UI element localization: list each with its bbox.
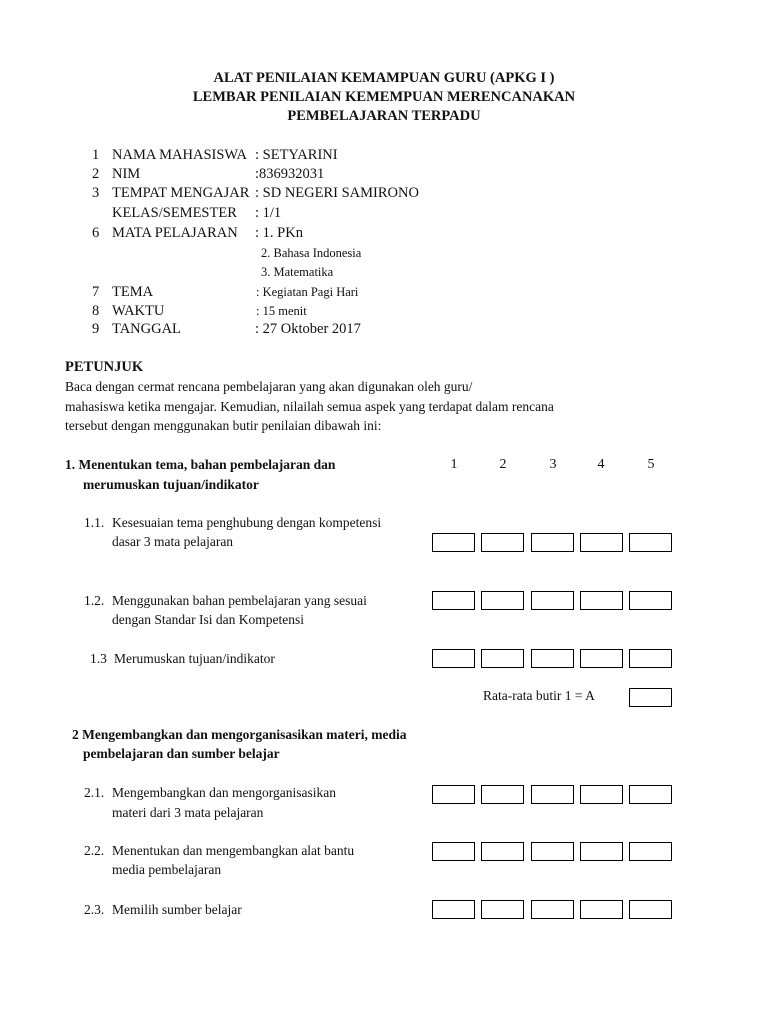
item-1-1-num: 1.1.	[84, 515, 105, 530]
item-2-1-line1: Mengembangkan dan mengorganisasikan	[112, 785, 336, 800]
score-box-1-3-5[interactable]	[629, 649, 672, 668]
section2-title-line1: 2 Mengembangkan dan mengorganisasikan materi, media	[72, 727, 407, 742]
info-num-nama: 1	[92, 147, 100, 163]
item-2-2-num: 2.2.	[84, 843, 105, 858]
petunjuk-line1: Baca dengan cermat rencana pembelajaran yang akan digunakan oleh guru/	[65, 379, 473, 394]
info-num-tempat: 3	[92, 185, 100, 201]
item-1-2-line2: dengan Standar Isi dan Kompetensi	[112, 612, 304, 627]
score-box-1-2-3[interactable]	[531, 591, 574, 610]
score-box-1-2-5[interactable]	[629, 591, 672, 610]
section1-title-line1: 1. Menentukan tema, bahan pembelajaran dan	[65, 457, 336, 472]
score-box-1-2-4[interactable]	[580, 591, 623, 610]
score-box-1-1-3[interactable]	[531, 533, 574, 552]
doc-title-line1: ALAT PENILAIAN KEMAMPUAN GURU (APKG I )	[213, 70, 555, 86]
scale-label-3: 3	[549, 457, 557, 472]
score-box-1-3-2[interactable]	[481, 649, 524, 668]
score-box-2-1-3[interactable]	[531, 785, 574, 804]
score-box-1-3-3[interactable]	[531, 649, 574, 668]
score-box-1-1-2[interactable]	[481, 533, 524, 552]
item-1-1-line2: dasar 3 mata pelajaran	[112, 534, 234, 549]
score-box-2-1-2[interactable]	[481, 785, 524, 804]
item-2-1-num: 2.1.	[84, 785, 105, 800]
score-box-2-3-5[interactable]	[629, 900, 672, 919]
score-box-2-1-5[interactable]	[629, 785, 672, 804]
score-box-2-2-1[interactable]	[432, 842, 475, 861]
score-box-2-2-5[interactable]	[629, 842, 672, 861]
info-num-waktu: 8	[92, 303, 100, 319]
info-value-tanggal: : 27 Oktober 2017	[255, 321, 361, 337]
score-box-1-2-1[interactable]	[432, 591, 475, 610]
score-box-2-3-2[interactable]	[481, 900, 524, 919]
info-num-mapel: 6	[92, 225, 100, 241]
score-box-1-1-5[interactable]	[629, 533, 672, 552]
score-box-2-3-1[interactable]	[432, 900, 475, 919]
score-box-1-1-1[interactable]	[432, 533, 475, 552]
item-2-3-line1: Memilih sumber belajar	[112, 902, 242, 917]
info-num-tema: 7	[92, 284, 100, 300]
info-value-tema: : Kegiatan Pagi Hari	[256, 285, 359, 299]
info-num-nim: 2	[92, 166, 100, 182]
info-mapel-item3: 3. Matematika	[261, 265, 334, 279]
petunjuk-heading: PETUNJUK	[65, 359, 144, 375]
scale-label-5: 5	[647, 457, 655, 472]
scale-label-1: 1	[450, 457, 458, 472]
item-1-1-line1: Kesesuaian tema penghubung dengan kompetensi	[112, 515, 382, 530]
info-value-nama: : SETYARINI	[255, 147, 338, 163]
score-box-2-2-3[interactable]	[531, 842, 574, 861]
section2-title-line2: pembelajaran dan sumber belajar	[83, 746, 280, 761]
score-box-2-1-1[interactable]	[432, 785, 475, 804]
score-box-1-3-1[interactable]	[432, 649, 475, 668]
info-label-mapel: MATA PELAJARAN	[112, 225, 238, 241]
score-box-2-1-4[interactable]	[580, 785, 623, 804]
score-box-1-3-4[interactable]	[580, 649, 623, 668]
info-label-nim: NIM	[112, 166, 141, 182]
item-2-2-line1: Menentukan dan mengembangkan alat bantu	[112, 843, 355, 858]
info-label-tanggal: TANGGAL	[112, 321, 181, 337]
info-mapel-item2: 2. Bahasa Indonesia	[261, 246, 362, 260]
info-value-waktu: : 15 menit	[256, 304, 307, 318]
info-value-kelas: : 1/1	[255, 205, 282, 221]
petunjuk-line3: tersebut dengan menggunakan butir penilaian dibawah ini:	[65, 418, 382, 433]
info-value-tempat: : SD NEGERI SAMIRONO	[255, 185, 419, 201]
doc-title-line2: LEMBAR PENILAIAN KEMEMPUAN MERENCANAKAN	[192, 89, 576, 105]
score-box-1-1-4[interactable]	[580, 533, 623, 552]
info-label-tema: TEMA	[112, 284, 154, 300]
section1-title-line2: merumuskan tujuan/indikator	[83, 477, 259, 492]
score-box-2-2-4[interactable]	[580, 842, 623, 861]
average-1-box[interactable]	[629, 688, 672, 707]
info-num-tanggal: 9	[92, 321, 100, 337]
scale-label-4: 4	[597, 457, 605, 472]
item-1-2-num: 1.2.	[84, 593, 105, 608]
item-2-1-line2: materi dari 3 mata pelajaran	[112, 805, 264, 820]
item-1-3-num: 1.3	[90, 651, 107, 666]
info-value-mapel: : 1. PKn	[255, 225, 303, 241]
info-label-waktu: WAKTU	[112, 303, 165, 319]
item-1-2-line1: Menggunakan bahan pembelajaran yang sesuai	[112, 593, 367, 608]
item-1-3-line1: Merumuskan tujuan/indikator	[114, 651, 275, 666]
score-box-2-3-3[interactable]	[531, 900, 574, 919]
score-box-1-2-2[interactable]	[481, 591, 524, 610]
score-box-2-3-4[interactable]	[580, 900, 623, 919]
petunjuk-line2: mahasiswa ketika mengajar. Kemudian, nilailah semua aspek yang terdapat dalam rencana	[65, 399, 554, 414]
item-2-3-num: 2.3.	[84, 902, 105, 917]
score-box-2-2-2[interactable]	[481, 842, 524, 861]
info-label-nama: NAMA MAHASISWA	[112, 147, 247, 163]
average-1-label: Rata-rata butir 1 = A	[483, 688, 595, 703]
scale-label-2: 2	[499, 457, 507, 472]
info-label-tempat: TEMPAT MENGAJAR	[112, 185, 250, 201]
doc-title-line3: PEMBELAJARAN TERPADU	[287, 108, 481, 124]
item-2-2-line2: media pembelajaran	[112, 862, 222, 877]
info-label-kelas: KELAS/SEMESTER	[112, 205, 237, 221]
info-value-nim: :836932031	[255, 166, 325, 182]
